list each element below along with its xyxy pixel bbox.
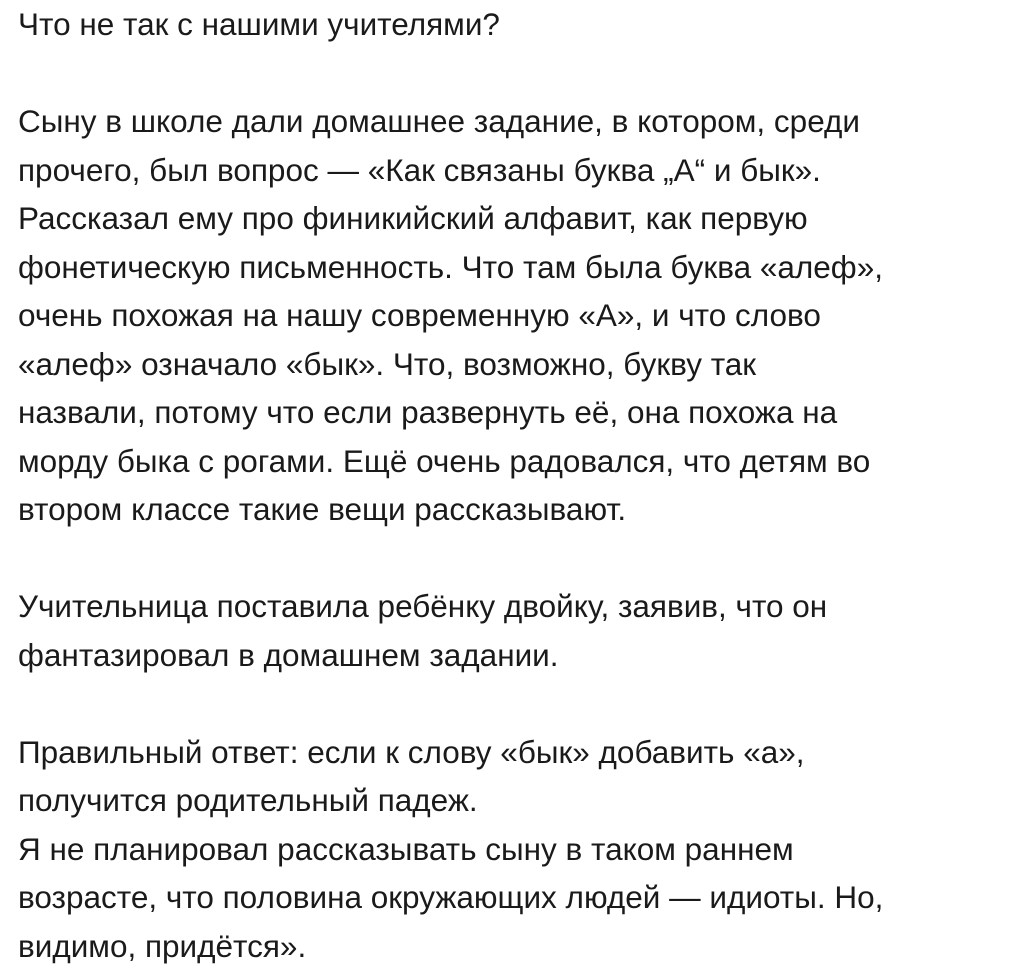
paragraph-spacer [18, 534, 1018, 583]
paragraph-line: Правильный ответ: если к слову «бык» добавить «а», [18, 733, 805, 770]
paragraph-line: фантазировал в домашнем задании. [18, 636, 559, 673]
paragraph-line: Учительница поставила ребёнку двойку, заявив, что он [18, 588, 828, 624]
paragraph-2 [18, 582, 1018, 679]
paragraph-line: «алеф» означало «бык». Что, возможно, букву так [18, 345, 757, 382]
paragraph-1 [18, 97, 1018, 534]
post-title: Что не так с нашими учителями? [18, 6, 500, 42]
paragraph-line: прочего, был вопрос — «Как связаны буква „А“ и бык». [18, 151, 821, 188]
post-text [18, 0, 1018, 970]
paragraph-line: назвали, потому что если развернуть её, она похожа на [18, 394, 838, 430]
paragraph-line: видимо, придётся». [18, 927, 307, 964]
paragraph-spacer [18, 679, 1018, 728]
paragraph-line: очень похожая на нашу современную «А», и что слово [18, 297, 821, 333]
paragraph-line: морду быка с рогами. Ещё очень радовался, что детям во [18, 442, 871, 479]
paragraph-line: возрасте, что половина окружающих людей — идиоты. Но, [18, 879, 884, 915]
paragraph-line: Я не планировал рассказывать сыну в таком раннем [18, 830, 794, 867]
paragraph-line: получится родительный падеж. [18, 782, 478, 818]
paragraph-3 [18, 728, 1018, 971]
paragraph-line: фонетическую письменность. Что там была буква «алеф», [18, 248, 883, 285]
paragraph-line: Рассказал ему про финикийский алфавит, как первую [18, 200, 808, 236]
paragraph-line: Сыну в школе дали домашнее задание, в котором, среди [18, 103, 860, 139]
paragraph-spacer [18, 49, 1018, 98]
paragraph-line: втором классе такие вещи рассказывают. [18, 491, 627, 527]
